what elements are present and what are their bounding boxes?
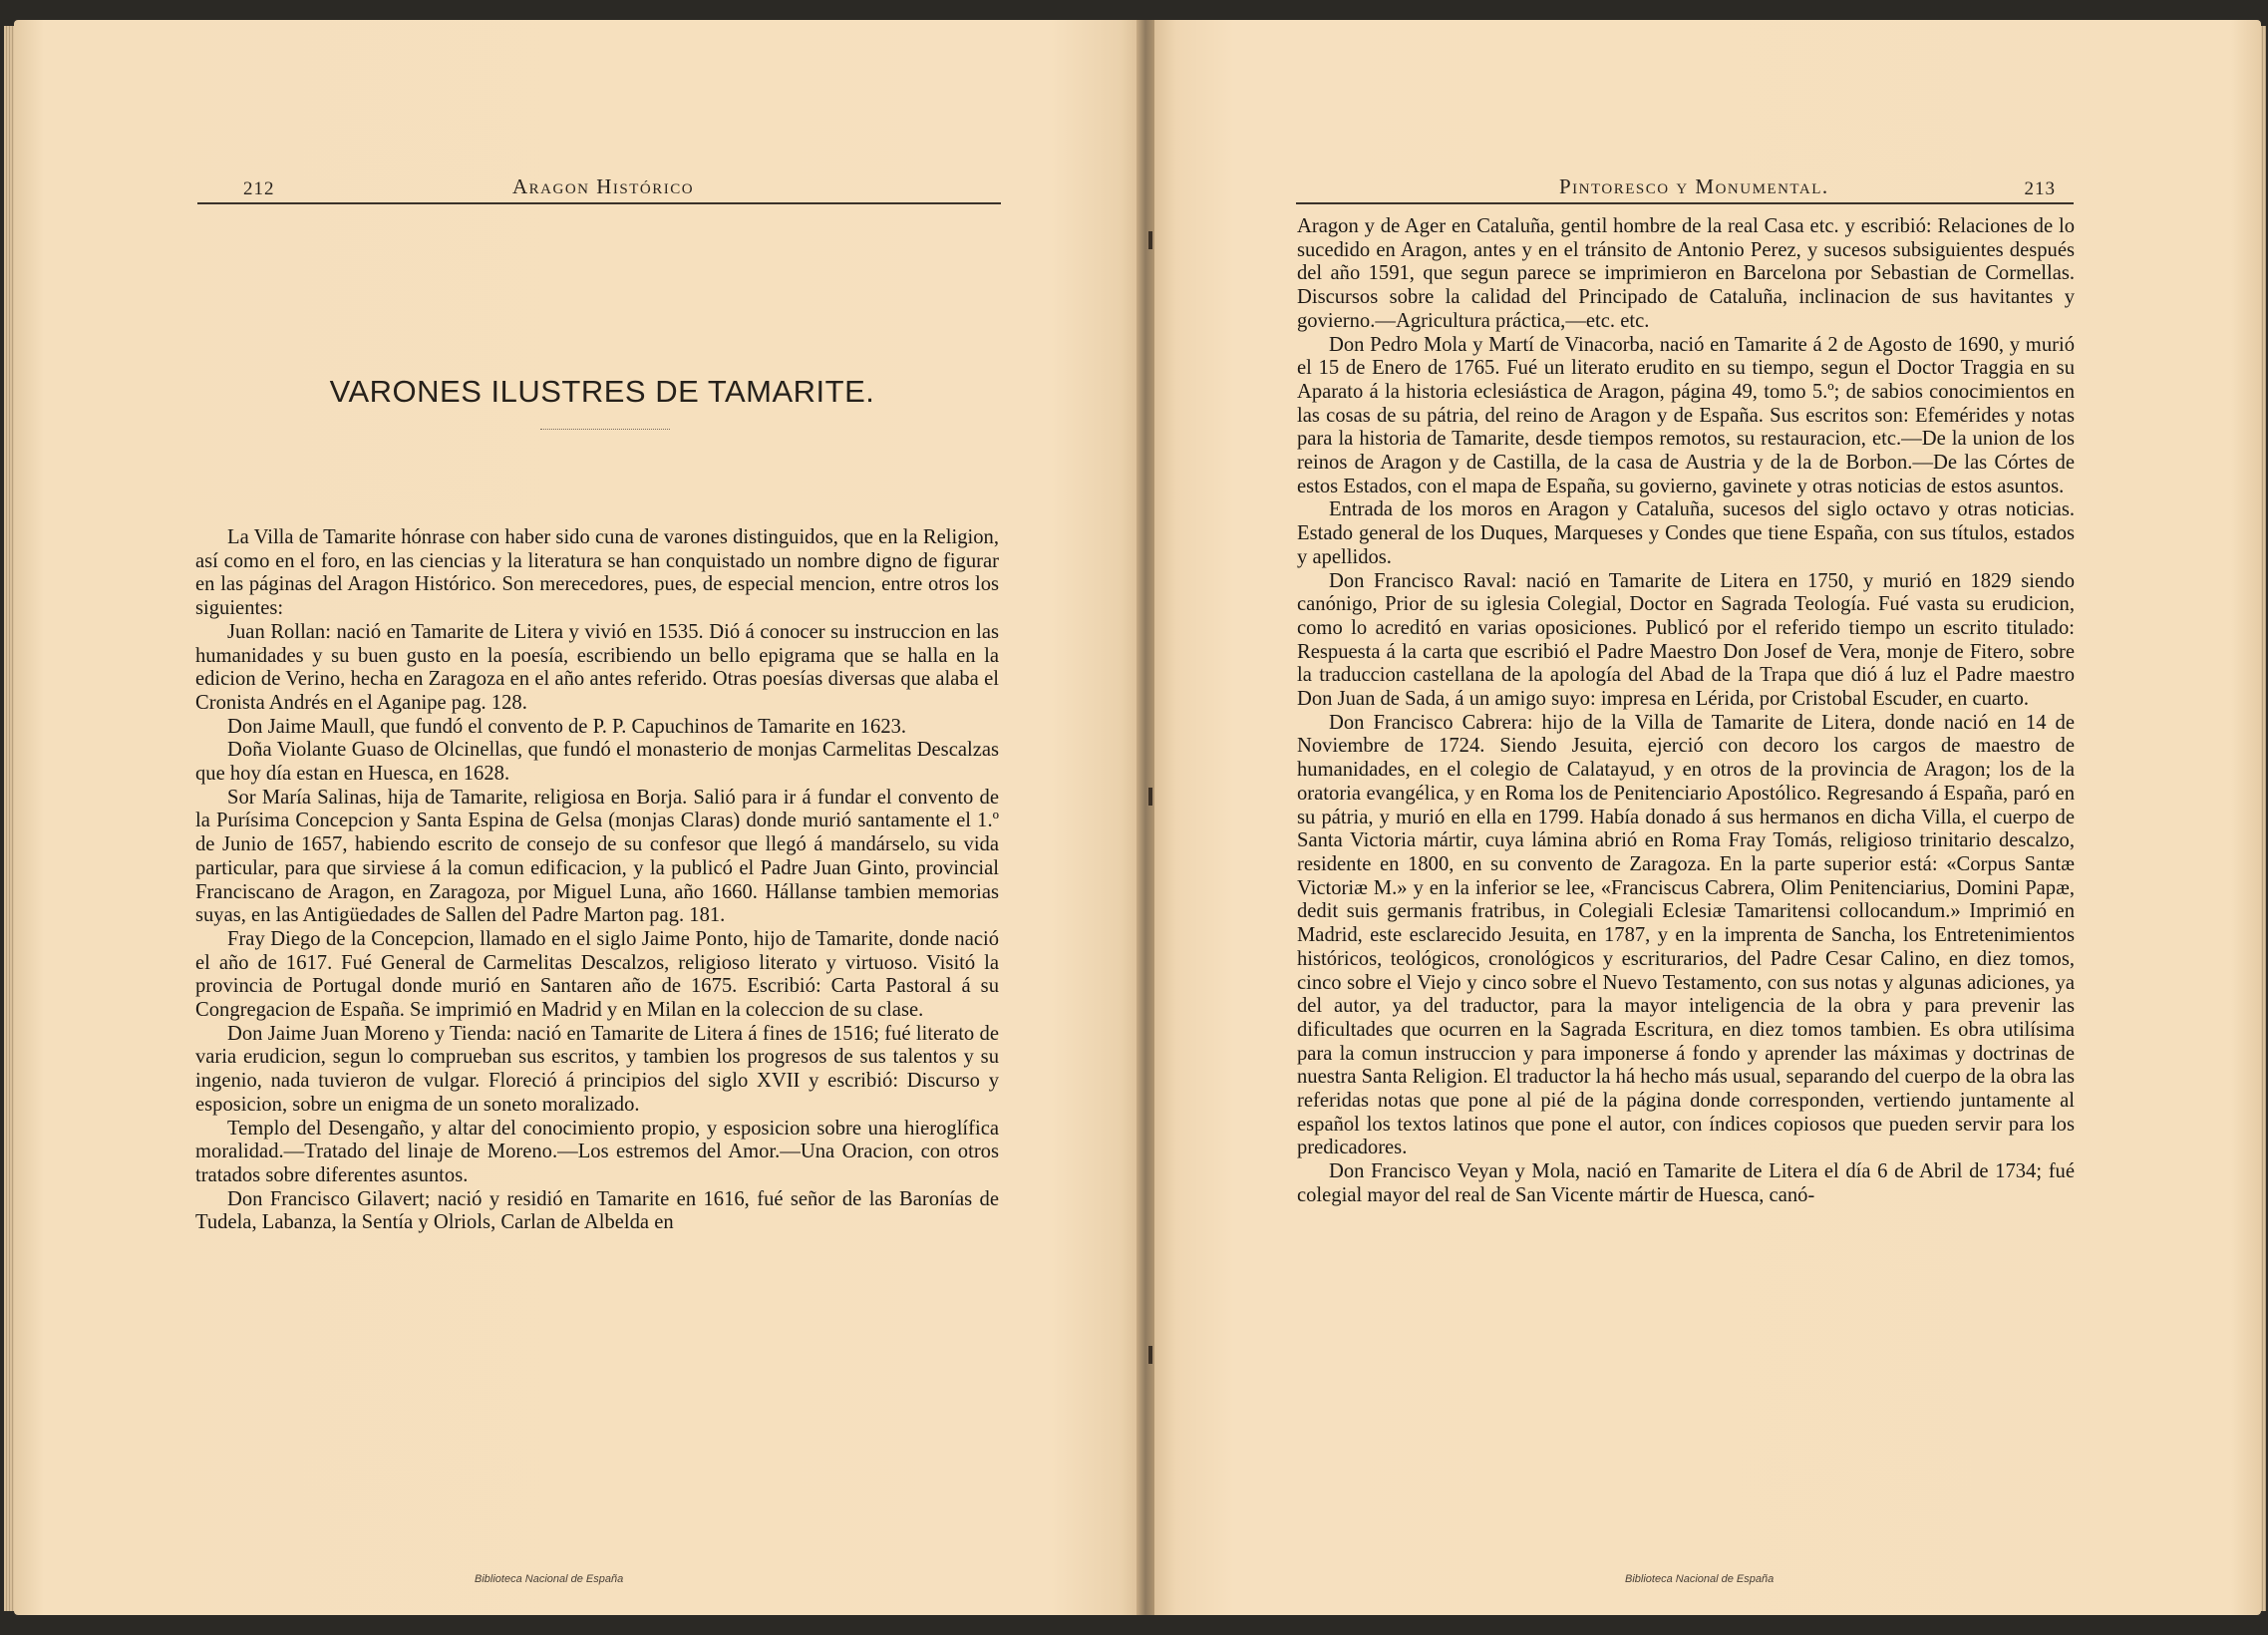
left-page (14, 20, 1138, 1615)
paragraph: Juan Rollan: nació en Tamarite de Litera y vivió en 1535. Dió á conocer su instruccion en las humanidades y su buen gusto en la poesía, escribiendo un bello epigrama que se halla en la edicion de Verino, hecha en Zaragoza en el año antes referido. Otras poesías diversas que alaba el Cronista Andrés en el Aganipe pag. 128. (195, 620, 999, 714)
right-page (1154, 20, 2261, 1615)
left-page-number: 212 (243, 178, 275, 199)
paragraph: Fray Diego de la Concepcion, llamado en el siglo Jaime Ponto, hijo de Tamarite, donde nació el año de 1617. Fué General de Carmelitas Descalzos, religioso literato y virtuoso. Visitó la provincia de Portugal donde murió en Santaren año de 1675. Escribió: Carta Pastoral á su Congregacion de España. Se imprimió en Madrid y en Milan en la coleccion de su clase. (195, 927, 999, 1022)
right-running-header (1296, 172, 2074, 204)
article-title: VARONES ILUSTRES DE TAMARITE. (329, 374, 875, 409)
title-ornament (540, 429, 670, 430)
paragraph: Aragon y de Ager en Cataluña, gentil hombre de la real Casa etc. y escribió: Relaciones de lo sucedido en Aragon, antes y en el tránsito de Antonio Perez, y sucesos subsiguientes después del año 1591, que segun parece se imprimieron en Barcelona por Sebastian de Cormellas. Discursos sobre la calidad del Principado de Cataluña, inclinacion de sus havitantes y govierno.—Agricultura práctica,—etc. etc. (1297, 215, 2075, 332)
left-body-text (195, 526, 999, 1235)
paragraph: Don Jaime Juan Moreno y Tienda: nació en Tamarite de Litera á fines de 1516; fué literato de varia erudicion, segun lo comprueban sus escritos, y tambien los progresos de sus talentos y su ingenio, nada tuvieron de vulgar. Floreció á principios del siglo XVII y escribió: Discurso y esposicion, sobre un enigma de un soneto moralizado. (195, 1022, 999, 1116)
paragraph: Don Pedro Mola y Martí de Vinacorba, nació en Tamarite á 2 de Agosto de 1690, y murió el 15 de Enero de 1765. Fué un literato erudito en su tiempo, segun el Doctor Traggia en su Aparato á la historia eclesiástica de Aragon, página 49, tomo 5.º; de sabios conocimientos en las cosas de su pátria, del reino de Aragon y de España. Sus escritos son: Efemérides y notas para la historia de Tamarite, desde tiempos remotos, su restauracion, etc.—De la union de los reinos de Aragon y de Castilla, de la casa de Austria y de la de Borbon.—De las Córtes de estos Estados, con el mapa de España, su govierno, gavinete y otras noticias de estos asuntos. (1297, 333, 2075, 497)
left-running-header (197, 172, 1001, 204)
paragraph: Don Francisco Gilavert; nació y residió en Tamarite en 1616, fué señor de las Baronías de Tudela, Labanza, la Sentía y Olriols, Carlan de Albelda en (195, 1187, 999, 1234)
paragraph: La Villa de Tamarite hónrase con haber sido cuna de varones distinguidos, que en la Religion, así como en el foro, en las ciencias y la literatura se han conquistado un nombre digno de figurar en las páginas del Aragon Histórico. Son merecedores, pues, de especial mencion, entre otros los siguientes: (195, 526, 999, 620)
paragraph: Templo del Desengaño, y altar del conocimiento propio, y esposicion sobre una hieroglífica moralidad.—Tratado del linaje de Moreno.—Los estremos del Amor.—Una Oracion, con otros tratados sobre diferentes asuntos. (195, 1117, 999, 1186)
paragraph: Don Jaime Maull, que fundó el convento de P. P. Capuchinos de Tamarite en 1623. (227, 715, 907, 738)
right-page-number: 213 (2024, 178, 2056, 199)
left-running-title: Aragon Histórico (512, 174, 695, 198)
paragraph: Entrada de los moros en Aragon y Cataluña, sucesos del siglo octavo y otras noticias. Estado general de los Duques, Marqueses y Condes que tiene España, con sus títulos, estados y apellidos. (1297, 498, 2075, 568)
binding-stitch (1148, 788, 1152, 806)
right-running-title: Pintoresco y Monumental. (1559, 174, 1829, 198)
binding-stitch (1148, 1346, 1152, 1364)
binding-stitch (1148, 231, 1152, 249)
right-body-text (1297, 215, 2075, 1208)
paragraph: Don Francisco Veyan y Mola, nació en Tamarite de Litera el día 6 de Abril de 1734; fué colegial mayor del real de San Vicente mártir de Huesca, canó- (1297, 1160, 2075, 1206)
paragraph: Doña Violante Guaso de Olcinellas, que fundó el monasterio de monjas Carmelitas Descalzas que hoy día estan en Huesca, en 1628. (195, 739, 999, 786)
paragraph: Don Francisco Raval: nació en Tamarite de Litera en 1750, y murió en 1829 siendo canónigo, Prior de su iglesia Colegial, Doctor en Sagrada Teología. Fué vasta su erudicion, como lo acreditó en varias oposiciones. Publicó por el referido tiempo un escrito titulado: Respuesta á la carta que escribió el Padre Maestro Don Josef de Vera, monje de Fitero, sobre la traduccion castellana de la apología del Abad de la Trapa que dió á luz el Padre maestro Don Juan de Sada, á un amigo suyo: impresa en Lérida, por Cristobal Escuder, en cuarto. (1297, 569, 2075, 711)
paragraph: Sor María Salinas, hija de Tamarite, religiosa en Borja. Salió para ir á fundar el convento de la Purísima Concepcion y Santa Espina de Gelsa (monjas Claras) donde murió santamente el 1.º de Junio de 1657, habiendo escrito de consejo de su confesor que llegó á mandárselo, su vida particular, para que sirviese á la comun edificacion, y la publicó el Padre Juan Ginto, provincial Franciscano de Aragon, en Zaragoza, por Miguel Luna, año 1660. Hállanse tambien memorias suyas, en las Antigüedades de Sallen del Padre Marton pag. 181. (195, 786, 999, 927)
book-gutter (1136, 20, 1156, 1615)
right-library-footer: Biblioteca Nacional de España (1625, 1573, 1775, 1585)
paragraph: Don Francisco Cabrera: hijo de la Villa de Tamarite de Litera, donde nació en 14 de Noviembre de 1724. Siendo Jesuita, ejerció con decoro los cargos de maestro de humanidades, en el colegio de Calatayud, y en otros de la provincia de Aragon; los de la oratoria evangélica, y en Roma los de Penitenciario Apostólico. Regresando á España, paró en su pátria, y murió en ella en 1799. Había donado á sus hermanos en dicha Villa, el cuerpo de Santa Victoria mártir, cuya lámina abrió en Roma Fray Tomás, religioso trinitario descalzo, residente en 1800, en su convento de Zaragoza. En la parte superior está: «Corpus Santæ Victoriæ M.» y en la inferior se lee, «Franciscus Cabrera, Olim Penitenciarius, Domini Papæ, dedit suis germanis fratribus, in Colegiali Eclesiæ Tamaritensi collocandum.» Imprimió en Madrid, este esclarecido Jesuita, en 1787, y en la imprenta de Sancha, los Entretenimientos históricos, teológicos, cronológicos y escriturarios, del Padre Cesar Calino, en diez tomos, cinco sobre el Viejo y cinco sobre el Nuevo Testamento, con sus notas y algunas adiciones, ya del autor, ya del traductor, para la mayor inteligencia de la obra y para prevenir las dificultades que ocurren en la Sagrada Escritura, en diez tomos tambien. Es obra utilísima para la comun instruccion y para imponerse á fondo y aprender las máximas y doctrinas de nuestra Santa Religion. El traductor la há hecho más usual, separando del cuerpo de la obra las referidas notas que pone al pié de la página donde corresponden, vertiendo juntamente al español los textos latinos que pone el autor, con índices copiosos que pueden servir para los predicadores. (1297, 711, 2076, 1159)
left-library-footer: Biblioteca Nacional de España (475, 1573, 624, 1585)
